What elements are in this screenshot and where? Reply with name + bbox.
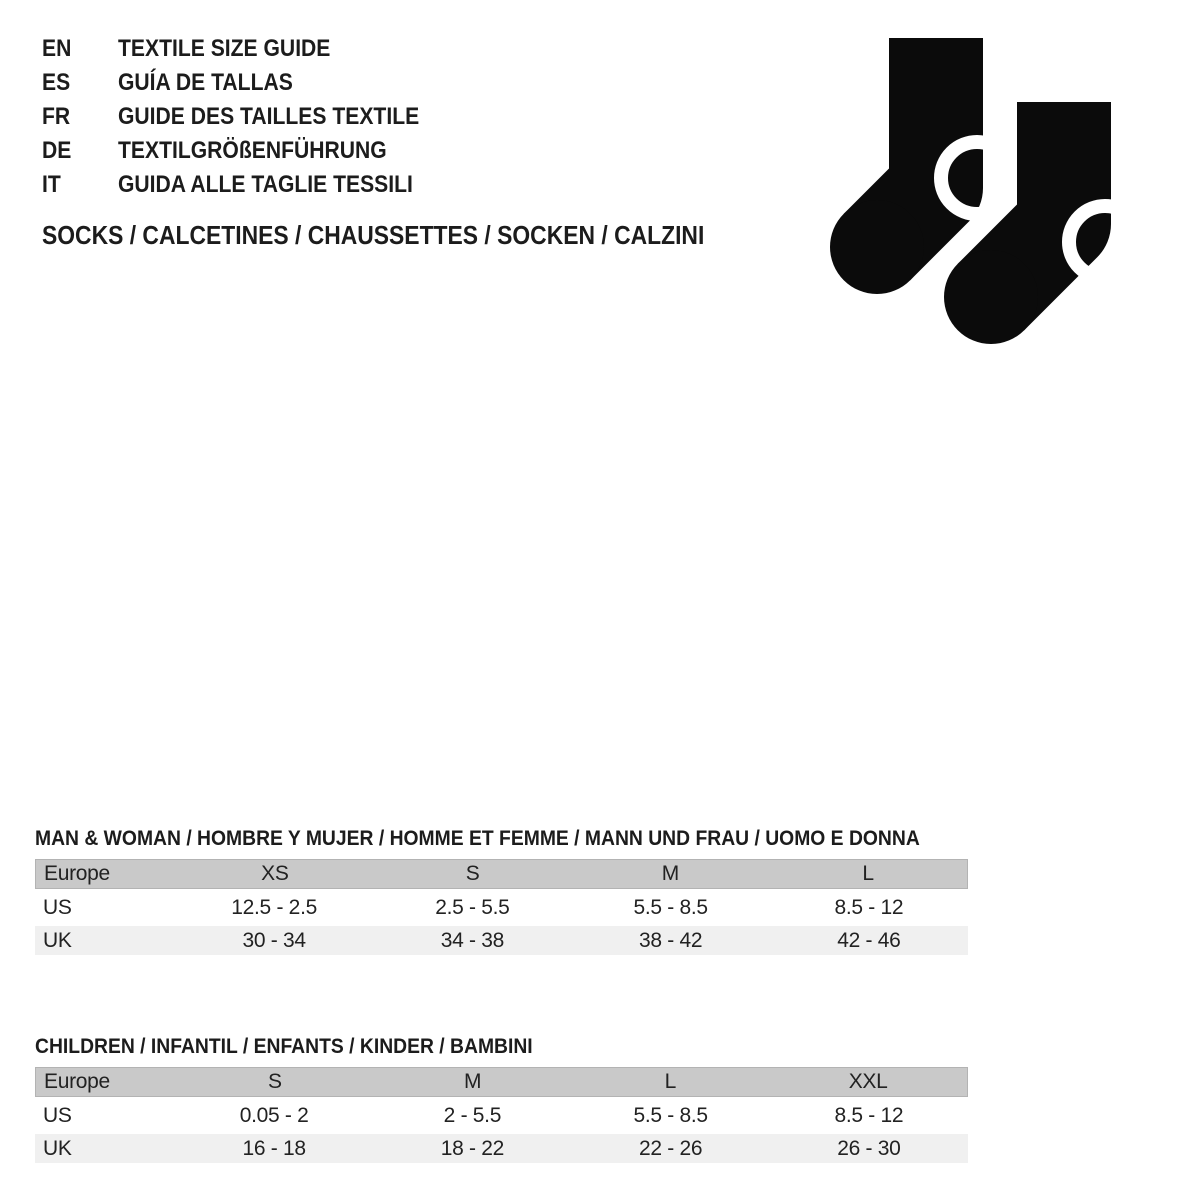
size-value: 2 - 5.5 — [443, 1104, 502, 1127]
size-value: 18 - 22 — [440, 1136, 505, 1160]
language-row-fr — [42, 100, 460, 134]
size-value: 12.5 - 2.5 — [231, 896, 317, 919]
language-title-list — [42, 32, 460, 202]
table-title: MAN & WOMAN / HOMBRE Y MUJER / HOMME ET FEMME / MANN UND FRAU / UOMO E DONNA — [35, 827, 920, 850]
size-value: 26 - 30 — [837, 1136, 901, 1160]
size-value: 0.05 - 2 — [239, 1104, 309, 1127]
column-header-region: Europe — [44, 862, 110, 885]
size-value: 30 - 34 — [242, 928, 306, 952]
size-value: 5.5 - 8.5 — [633, 1104, 708, 1127]
table-header-row — [35, 859, 968, 889]
guide-title-en: TEXTILE SIZE GUIDE — [118, 35, 331, 62]
column-header-size: M — [661, 862, 679, 885]
guide-title-fr: GUIDE DES TAILLES TEXTILE — [118, 103, 420, 130]
size-value: 8.5 - 12 — [834, 896, 904, 919]
row-label: US — [43, 896, 72, 919]
guide-title-de: TEXTILGRÖßENFÜHRUNG — [118, 137, 387, 164]
language-row-de — [42, 134, 460, 168]
size-value: 38 - 42 — [638, 928, 703, 952]
size-value: 8.5 - 12 — [834, 1104, 904, 1127]
size-table-children — [35, 1035, 968, 1163]
language-code: FR — [42, 103, 71, 130]
guide-title-it: GUIDA ALLE TAGLIE TESSILI — [118, 171, 413, 198]
column-header-size: XXL — [848, 1070, 888, 1093]
table-row-uk — [35, 1134, 968, 1163]
language-code: DE — [42, 137, 72, 164]
size-value: 34 - 38 — [440, 928, 505, 952]
size-value: 2.5 - 5.5 — [435, 896, 510, 919]
language-row-en — [42, 32, 460, 66]
column-header-size: M — [464, 1070, 482, 1093]
column-header-size: XS — [261, 862, 289, 885]
table-header-row — [35, 1067, 968, 1097]
table-row-uk — [35, 926, 968, 955]
socks-icon — [805, 25, 1120, 360]
category-heading: SOCKS / CALCETINES / CHAUSSETTES / SOCKEN / CALZINI — [42, 219, 705, 250]
row-label: US — [43, 1104, 72, 1127]
size-value: 16 - 18 — [242, 1136, 306, 1160]
column-header-region: Europe — [44, 1070, 110, 1093]
size-value: 42 - 46 — [837, 928, 901, 952]
column-header-size: S — [268, 1070, 282, 1093]
language-code: EN — [42, 35, 72, 62]
table-row-us — [35, 1101, 968, 1131]
table-row-us — [35, 893, 968, 923]
column-header-size: S — [465, 862, 480, 885]
table-title: CHILDREN / INFANTIL / ENFANTS / KINDER / BAMBINI — [35, 1035, 533, 1058]
size-table-man-woman — [35, 827, 968, 955]
language-row-it — [42, 168, 460, 202]
language-code: ES — [42, 69, 71, 96]
column-header-size: L — [664, 1070, 677, 1093]
row-label: UK — [43, 928, 72, 952]
size-value: 22 - 26 — [638, 1136, 703, 1160]
language-row-es — [42, 66, 460, 100]
row-label: UK — [43, 1136, 72, 1160]
column-header-size: L — [862, 862, 874, 885]
guide-title-es: GUÍA DE TALLAS — [118, 69, 293, 96]
language-code: IT — [42, 171, 61, 198]
size-value: 5.5 - 8.5 — [633, 896, 708, 919]
